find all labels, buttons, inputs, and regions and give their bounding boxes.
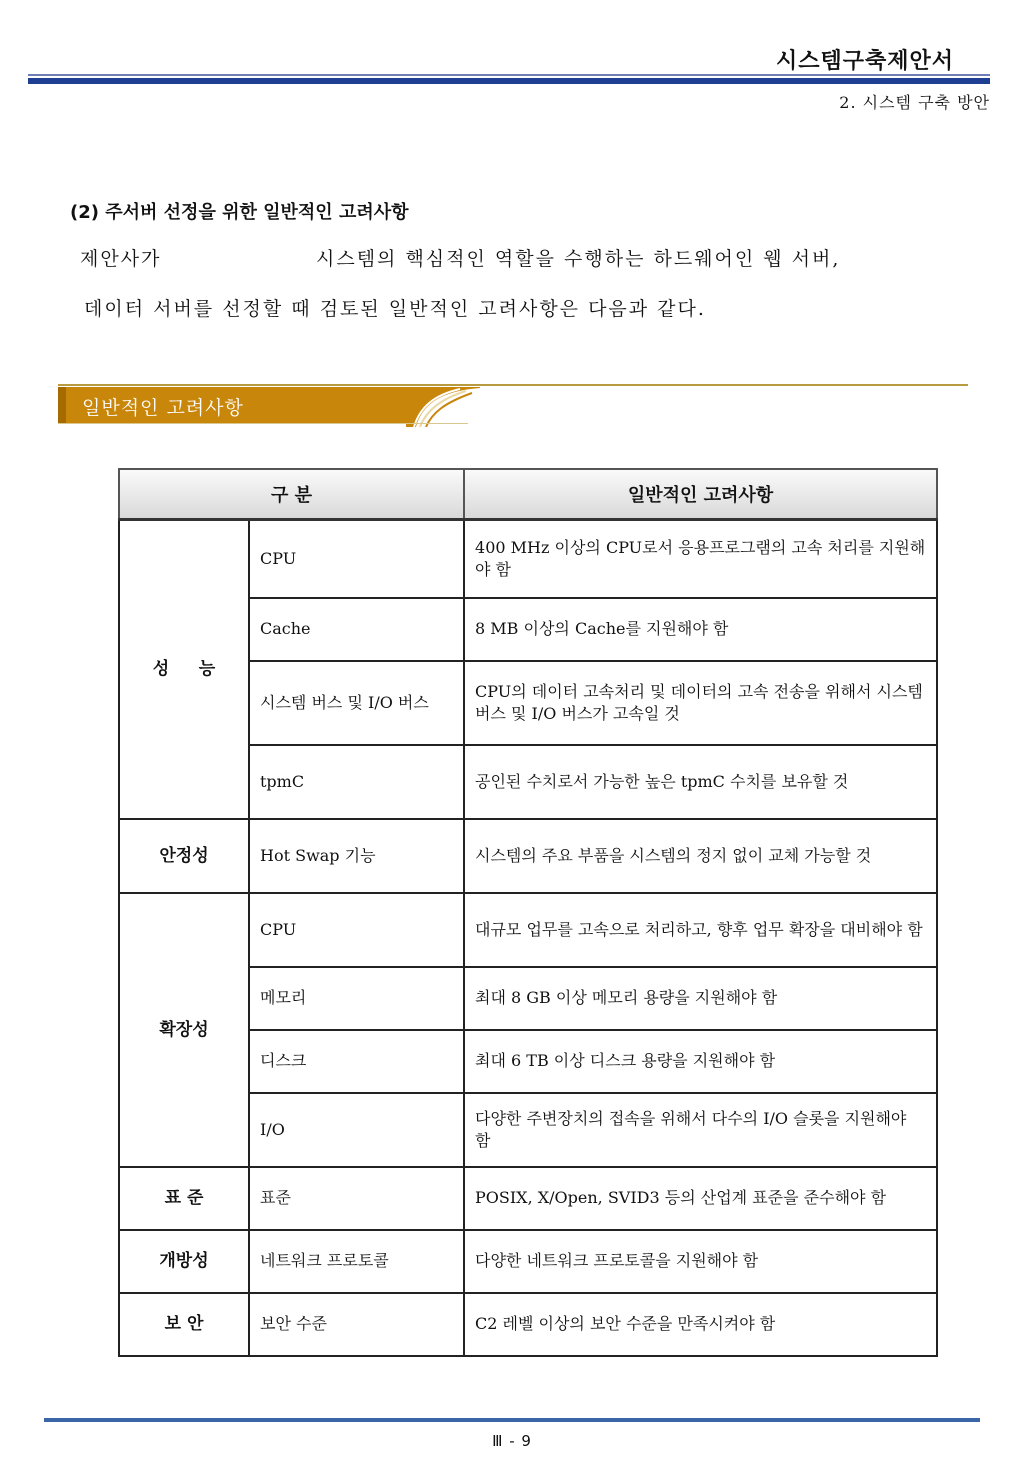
header-considerations: 일반적인 고려사항 — [464, 469, 937, 520]
desc-cell: 400 MHz 이상의 CPU로서 응용프로그램의 고속 처리를 지원해야 함 — [464, 520, 937, 598]
item-cell: Cache — [249, 598, 464, 661]
table-row — [119, 1167, 937, 1230]
table-row — [119, 893, 937, 967]
banner-top-rule — [58, 384, 968, 386]
item-cell: 디스크 — [249, 1030, 464, 1093]
desc-cell: 공인된 수치로서 가능한 높은 tpmC 수치를 보유할 것 — [464, 745, 937, 819]
header-rule — [28, 78, 990, 84]
considerations-table — [118, 468, 938, 1357]
table-row — [119, 520, 937, 598]
desc-cell: 8 MB 이상의 Cache를 지원해야 함 — [464, 598, 937, 661]
table-row — [119, 1293, 937, 1356]
desc-cell: 대규모 업무를 고속으로 처리하고, 향후 업무 확장을 대비해야 함 — [464, 893, 937, 967]
section-label: 2. 시스템 구축 방안 — [839, 93, 990, 112]
category-cell: 표 준 — [119, 1167, 249, 1230]
footer-rule — [44, 1418, 980, 1422]
item-cell: 네트워크 프로토콜 — [249, 1230, 464, 1293]
section-heading: (2) 주서버 선정을 위한 일반적인 고려사항 — [70, 202, 409, 223]
banner-title: 일반적인 고려사항 — [82, 397, 244, 419]
header-category: 구 분 — [119, 469, 464, 520]
category-cell: 성 능 — [119, 520, 249, 819]
desc-cell: C2 레벨 이상의 보안 수준을 만족시켜야 함 — [464, 1293, 937, 1356]
document-title: 시스템구축제안서 — [775, 49, 954, 74]
desc-cell: 최대 6 TB 이상 디스크 용량을 지원해야 함 — [464, 1030, 937, 1093]
paragraph-line1-start: 제안사가 — [80, 248, 162, 270]
item-cell: CPU — [249, 520, 464, 598]
category-cell: 개방성 — [119, 1230, 249, 1293]
item-cell: CPU — [249, 893, 464, 967]
category-cell: 안정성 — [119, 819, 249, 893]
table-row — [119, 819, 937, 893]
item-cell: tpmC — [249, 745, 464, 819]
desc-cell: 최대 8 GB 이상 메모리 용량을 지원해야 함 — [464, 967, 937, 1030]
item-cell: 메모리 — [249, 967, 464, 1030]
desc-cell: 다양한 네트워크 프로토콜을 지원해야 함 — [464, 1230, 937, 1293]
table-header-row — [119, 469, 937, 520]
item-cell: 표준 — [249, 1167, 464, 1230]
item-cell: 시스템 버스 및 I/O 버스 — [249, 661, 464, 745]
item-cell: 보안 수준 — [249, 1293, 464, 1356]
table-row — [119, 1230, 937, 1293]
header-rule-thin — [28, 74, 990, 76]
item-cell: Hot Swap 기능 — [249, 819, 464, 893]
paragraph-line1-end: 시스템의 핵심적인 역할을 수행하는 하드웨어인 웹 서버, — [316, 248, 841, 270]
paragraph-line2: 데이터 서버를 선정할 때 검토된 일반적인 고려사항은 다음과 같다. — [84, 298, 706, 320]
desc-cell: 다양한 주변장치의 접속을 위해서 다수의 I/O 슬롯을 지원해야 함 — [464, 1093, 937, 1167]
banner-swoosh-icon — [400, 387, 480, 427]
desc-cell: CPU의 데이터 고속처리 및 데이터의 고속 전송을 위해서 시스템 버스 및 I/O 버스가 고속일 것 — [464, 661, 937, 745]
page-number: Ⅲ - 9 — [492, 1432, 532, 1450]
category-cell: 보 안 — [119, 1293, 249, 1356]
desc-cell: 시스템의 주요 부품을 시스템의 정지 없이 교체 가능할 것 — [464, 819, 937, 893]
category-cell: 확장성 — [119, 893, 249, 1167]
desc-cell: POSIX, X/Open, SVID3 등의 산업계 표준을 준수해야 함 — [464, 1167, 937, 1230]
item-cell: I/O — [249, 1093, 464, 1167]
banner-underline — [58, 423, 468, 424]
